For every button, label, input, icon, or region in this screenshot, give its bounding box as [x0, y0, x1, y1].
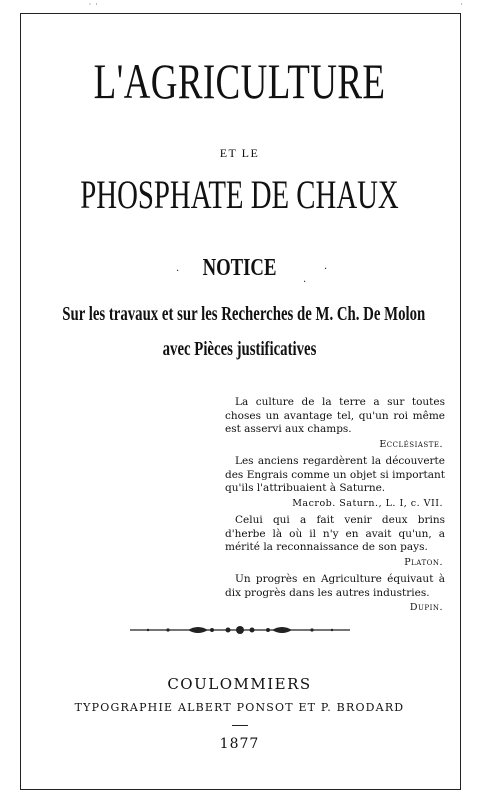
title-connector: ET LE — [219, 146, 260, 160]
epigraph — [225, 514, 445, 569]
publication-place: COULOMMIERS — [167, 675, 312, 693]
top-marks: ˙ ˙ ˙ — [88, 3, 464, 12]
epigraph-text: Les anciens regardèrent la découverte des Engrais comme un objet si important qu'ils l'attribuaient à Saturne. — [225, 455, 445, 494]
publication-year: 1877 — [219, 736, 260, 752]
epigraph-text: Un progrès en Agriculture équivaut à dix progrès dans les autres industries. — [225, 573, 445, 599]
epigraph — [225, 573, 445, 615]
ornament-divider — [128, 622, 352, 638]
epigraph — [225, 455, 445, 510]
notice-heading: NOTICE — [202, 255, 277, 281]
decorative-dot: · — [324, 264, 328, 275]
page-subtitle: PHOSPHATE DE CHAUX — [80, 172, 399, 217]
epigraph-text: Celui qui a fait venir deux brins d'herbe là où il n'y en avait qu'un, a mérité la reconnaissance de son pays. — [225, 514, 445, 553]
decorative-dot: · — [176, 266, 180, 277]
printer-name: TYPOGRAPHIE ALBERT PONSOT ET P. BRODARD — [74, 701, 405, 714]
epigraph-attribution: Dupin. — [409, 602, 443, 613]
notice-line-1: Sur les travaux et sur les Recherches de M. Ch. De Molon — [62, 303, 426, 325]
epigraph-attribution: Macrob. Saturn., L. I, c. VII. — [292, 497, 443, 509]
divider-dash — [232, 725, 248, 726]
epigraph — [225, 396, 445, 451]
epigraph-attribution: Ecclésiaste. — [379, 438, 443, 450]
page-title: L'AGRICULTURE — [93, 53, 386, 109]
epigraphs — [225, 396, 445, 619]
decorative-dot: · — [303, 277, 307, 288]
epigraph-text: La culture de la terre a sur toutes choses un avantage tel, qu'un roi même est asservi aux champs. — [225, 396, 445, 435]
notice-line-2: avec Pièces justificatives — [162, 338, 317, 360]
epigraph-attribution: Platon. — [404, 556, 443, 568]
